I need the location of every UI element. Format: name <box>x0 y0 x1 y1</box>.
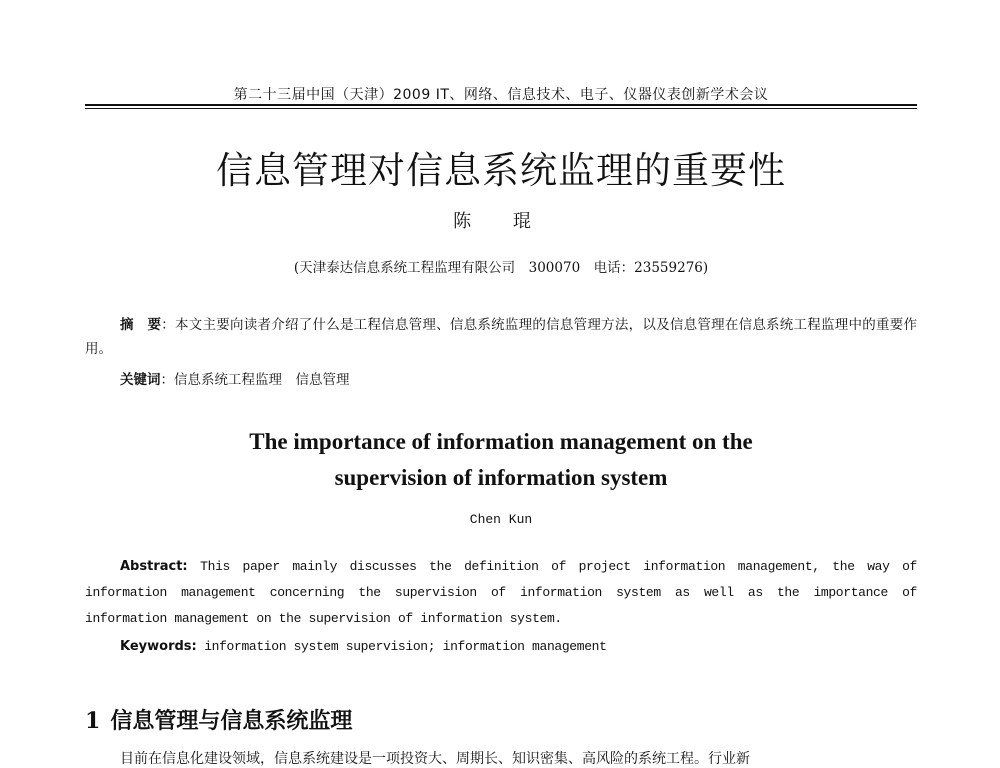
header-rule-thick <box>85 104 917 106</box>
english-title-line1: The importance of information management on the <box>249 429 753 454</box>
section-title: 信息管理与信息系统监理 <box>110 708 353 734</box>
body-paragraph: 目前在信息化建设领域，信息系统建设是一项投资大、周期长、知识密集、高风险的系统工程。行业新 <box>120 751 750 767</box>
english-author: Chen Kun <box>469 512 533 527</box>
chinese-abstract-label: 摘 要 <box>120 317 162 333</box>
english-abstract-label: Abstract: <box>120 559 188 574</box>
header-rule-thin <box>85 108 917 109</box>
chinese-keywords-text: 信息系统工程监理 信息管理 <box>174 372 350 388</box>
english-title-line2: supervision of information system <box>334 465 668 490</box>
english-abstract <box>85 554 917 632</box>
chinese-author: 陈 琨 <box>453 211 549 232</box>
chinese-abstract-colon: ： <box>161 317 175 333</box>
english-keywords <box>120 639 607 654</box>
chinese-affiliation: (天津泰达信息系统工程监理有限公司 300070 电话：23559276) <box>293 260 709 276</box>
chinese-keywords-colon: ： <box>160 372 174 388</box>
chinese-abstract <box>85 313 917 361</box>
english-keywords-text: information system supervision; information management <box>204 639 607 654</box>
chinese-keywords <box>120 368 350 388</box>
conference-header: 第二十三届中国（天津）2009 IT、网络、信息技术、电子、仪器仪表创新学术会议 <box>233 87 769 103</box>
english-title <box>85 424 917 496</box>
english-keywords-label: Keywords: <box>120 639 197 654</box>
section-number: 1 <box>85 708 101 734</box>
chinese-keywords-label: 关键词 <box>120 372 161 388</box>
section-heading <box>85 704 352 735</box>
english-abstract-text: This paper mainly discusses the definition of project information management, the way of information management concerning the supervision of information system as well as the importance of information management on the supervision of information system. <box>85 559 917 626</box>
chinese-title: 信息管理对信息系统监理的重要性 <box>216 149 786 192</box>
chinese-abstract-text: 本文主要向读者介绍了什么是工程信息管理、信息系统监理的信息管理方法，以及信息管理在信息系统工程监理中的重要作用。 <box>85 317 918 357</box>
